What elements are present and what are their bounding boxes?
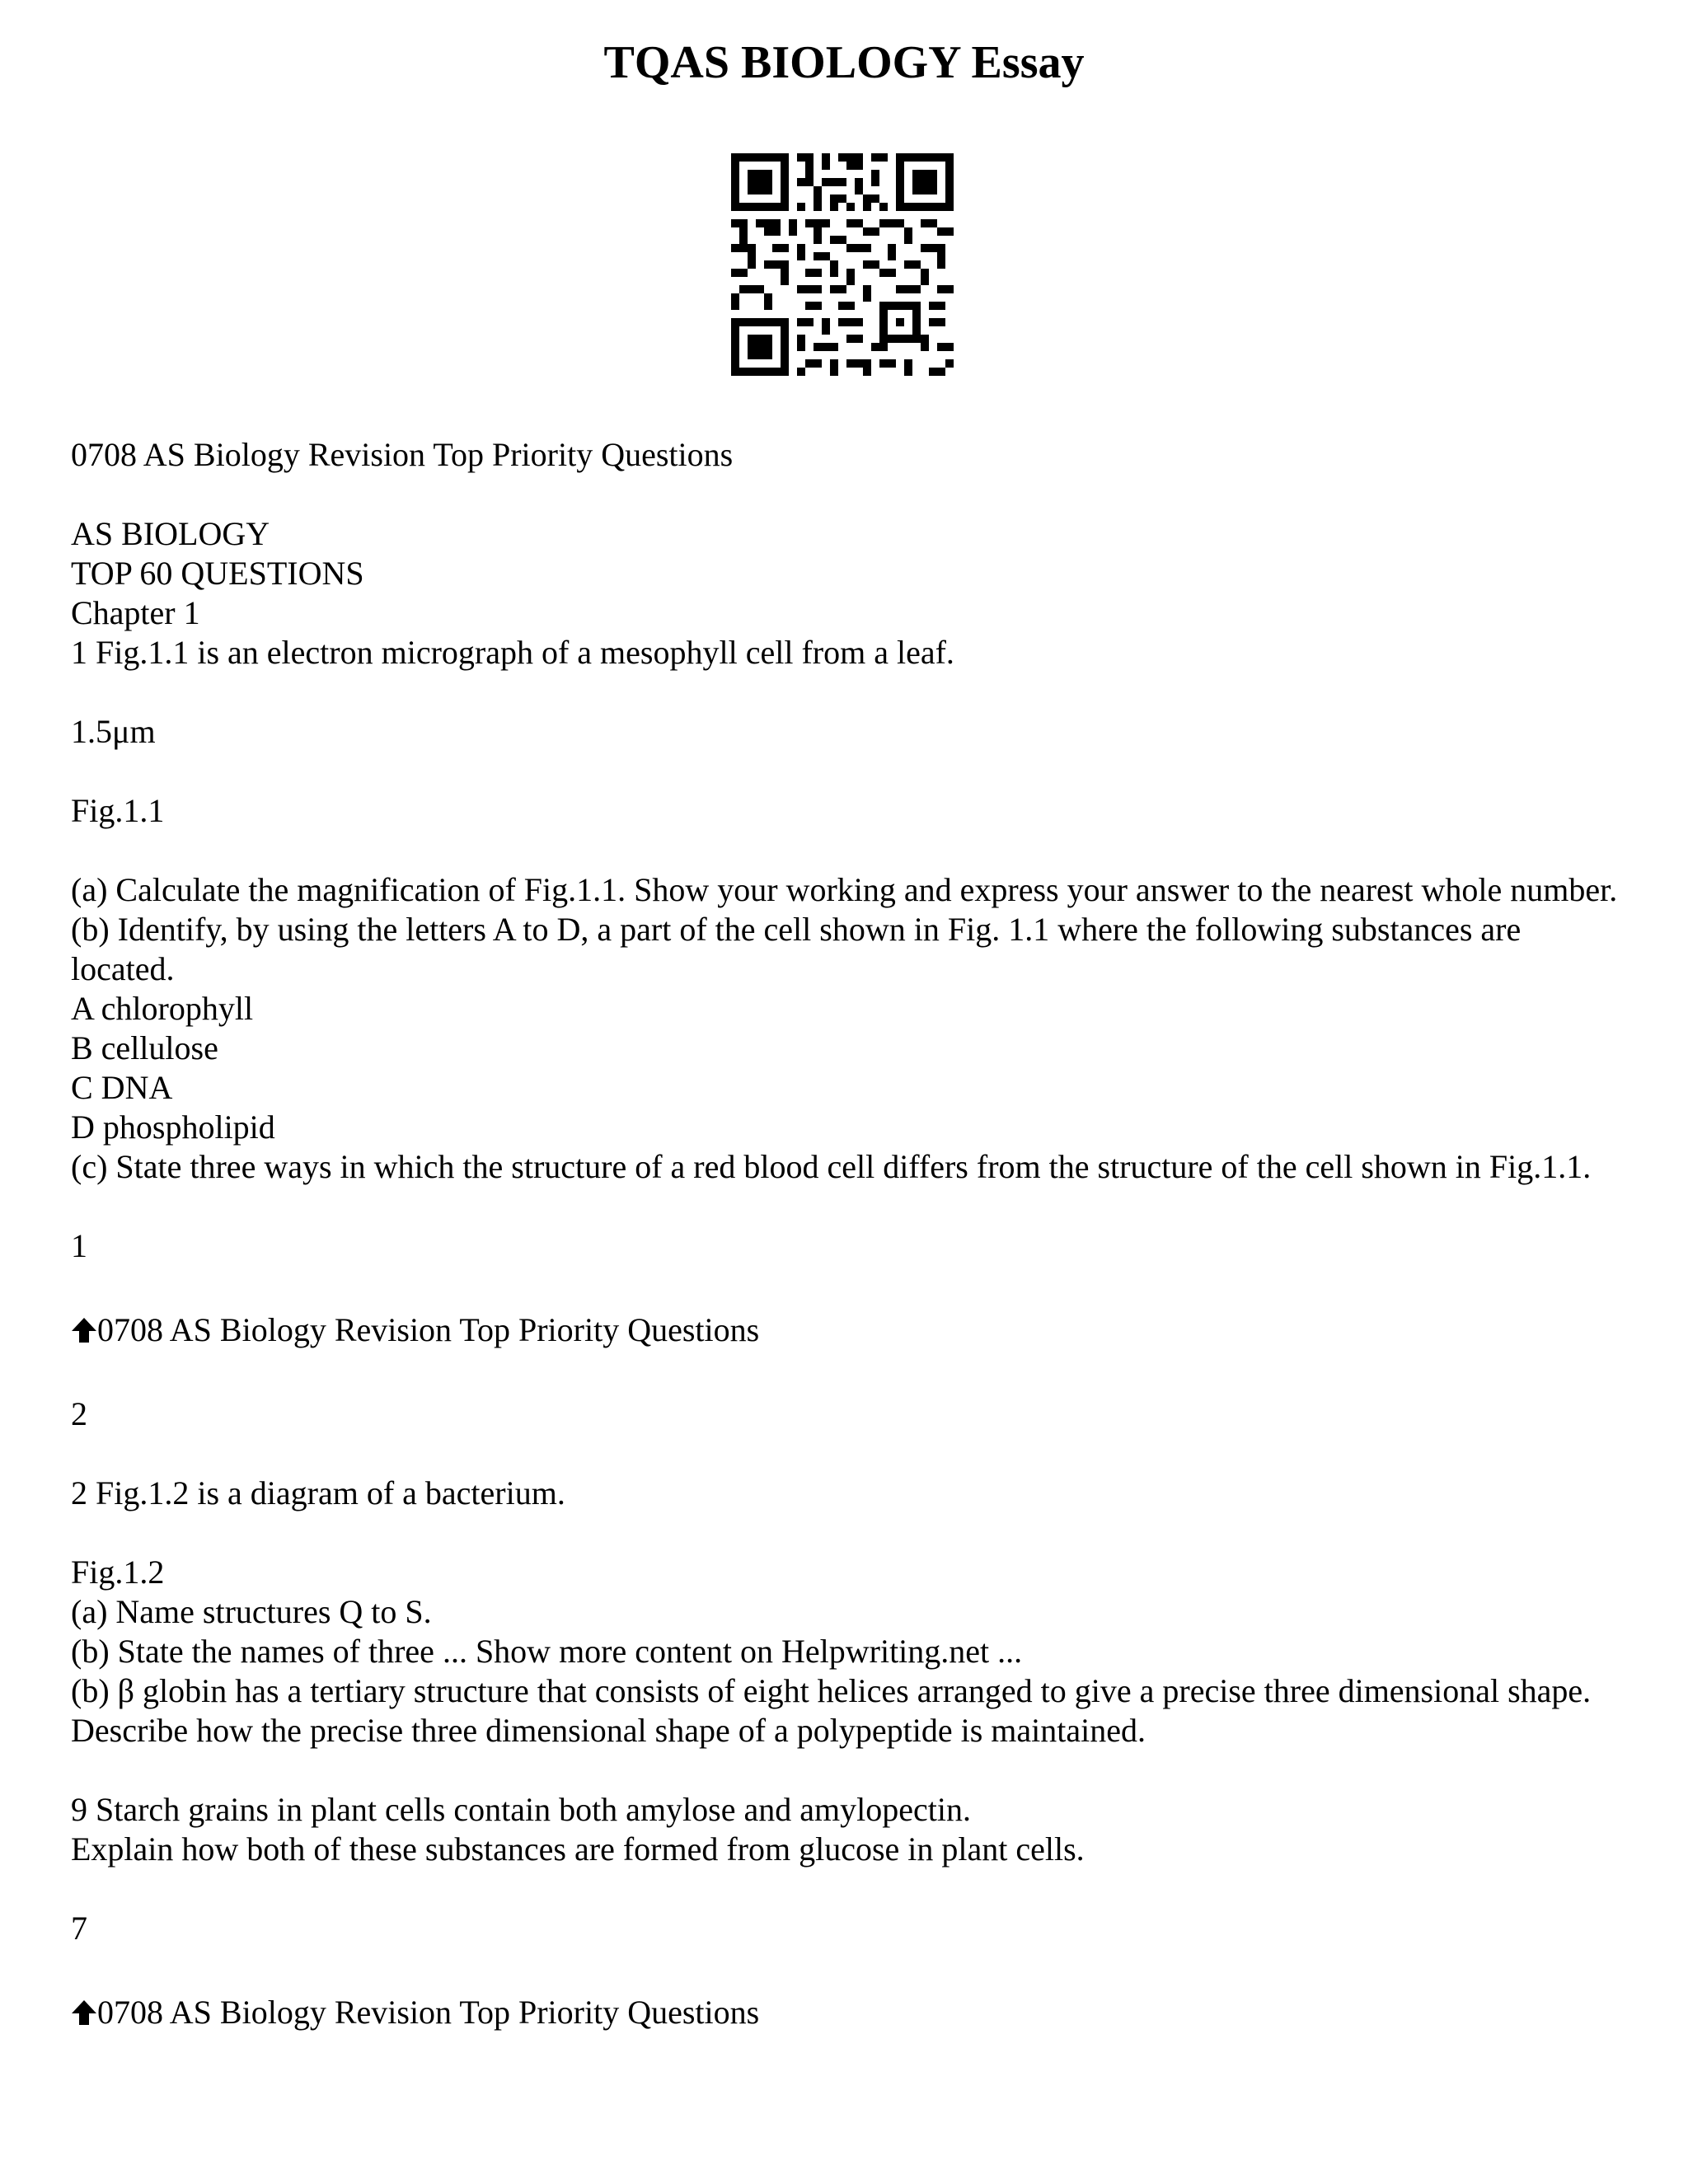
running-header — [71, 1993, 1620, 2032]
qr-code-icon — [731, 152, 954, 377]
figure-caption: Fig.1.1 — [71, 792, 165, 829]
question-part: (a) Name structures Q to S. — [71, 1593, 432, 1630]
question-part: (c) State three ways in which the structure of a red blood cell differs from the structure of the cell shown in Fig.1.1. — [71, 1148, 1592, 1185]
chapter-heading: Chapter 1 — [71, 594, 200, 631]
option-item: D phospholipid — [71, 1108, 275, 1146]
header-line: 0708 AS Biology Revision Top Priority Questions — [71, 436, 734, 473]
option-item: C DNA — [71, 1069, 173, 1106]
question-part: (b) β globin has a tertiary structure that consists of eight helices arranged to give a precise three dimensional shape. — [71, 1672, 1592, 1709]
running-header — [71, 1310, 1620, 1350]
question-part: Explain how both of these substances are formed from glucose in plant cells. — [71, 1830, 1085, 1868]
arrow-up-icon — [71, 1316, 97, 1344]
page-number: 1 — [71, 1227, 87, 1264]
option-item: A chlorophyll — [71, 990, 254, 1027]
figure-caption: Fig.1.2 — [71, 1554, 165, 1591]
arrow-up-icon — [71, 1999, 97, 2027]
question-part: Describe how the precise three dimensional shape of a polypeptide is maintained. — [71, 1712, 1146, 1749]
page-number: 7 — [71, 1910, 87, 1947]
question-text: 2 Fig.1.2 is a diagram of a bacterium. — [71, 1474, 565, 1511]
subject-heading: AS BIOLOGY — [71, 515, 270, 552]
question-part: (a) Calculate the magnification of Fig.1.1. Show your working and express your answer to the nearest whole number. — [71, 871, 1618, 908]
document-title: TQAS BIOLOGY Essay — [603, 37, 1085, 88]
running-header-text: 0708 AS Biology Revision Top Priority Questions — [97, 1994, 760, 2031]
page-number: 2 — [71, 1395, 87, 1432]
question-text: 9 Starch grains in plant cells contain both amylose and amylopectin. — [71, 1791, 971, 1828]
question-text: 1 Fig.1.1 is an electron micrograph of a mesophyll cell from a leaf. — [71, 634, 954, 671]
option-item: B cellulose — [71, 1029, 218, 1066]
question-part: (b) State the names of three ... Show more content on Helpwriting.net ... — [71, 1633, 1023, 1670]
running-header-text: 0708 AS Biology Revision Top Priority Questions — [97, 1311, 760, 1348]
document-body — [71, 435, 1620, 2032]
question-part: (b) Identify, by using the letters A to D, a part of the cell shown in Fig. 1.1 where the following substances are located. — [71, 911, 1530, 987]
questions-heading: TOP 60 QUESTIONS — [71, 555, 364, 592]
scale-label: 1.5μm — [71, 713, 156, 750]
